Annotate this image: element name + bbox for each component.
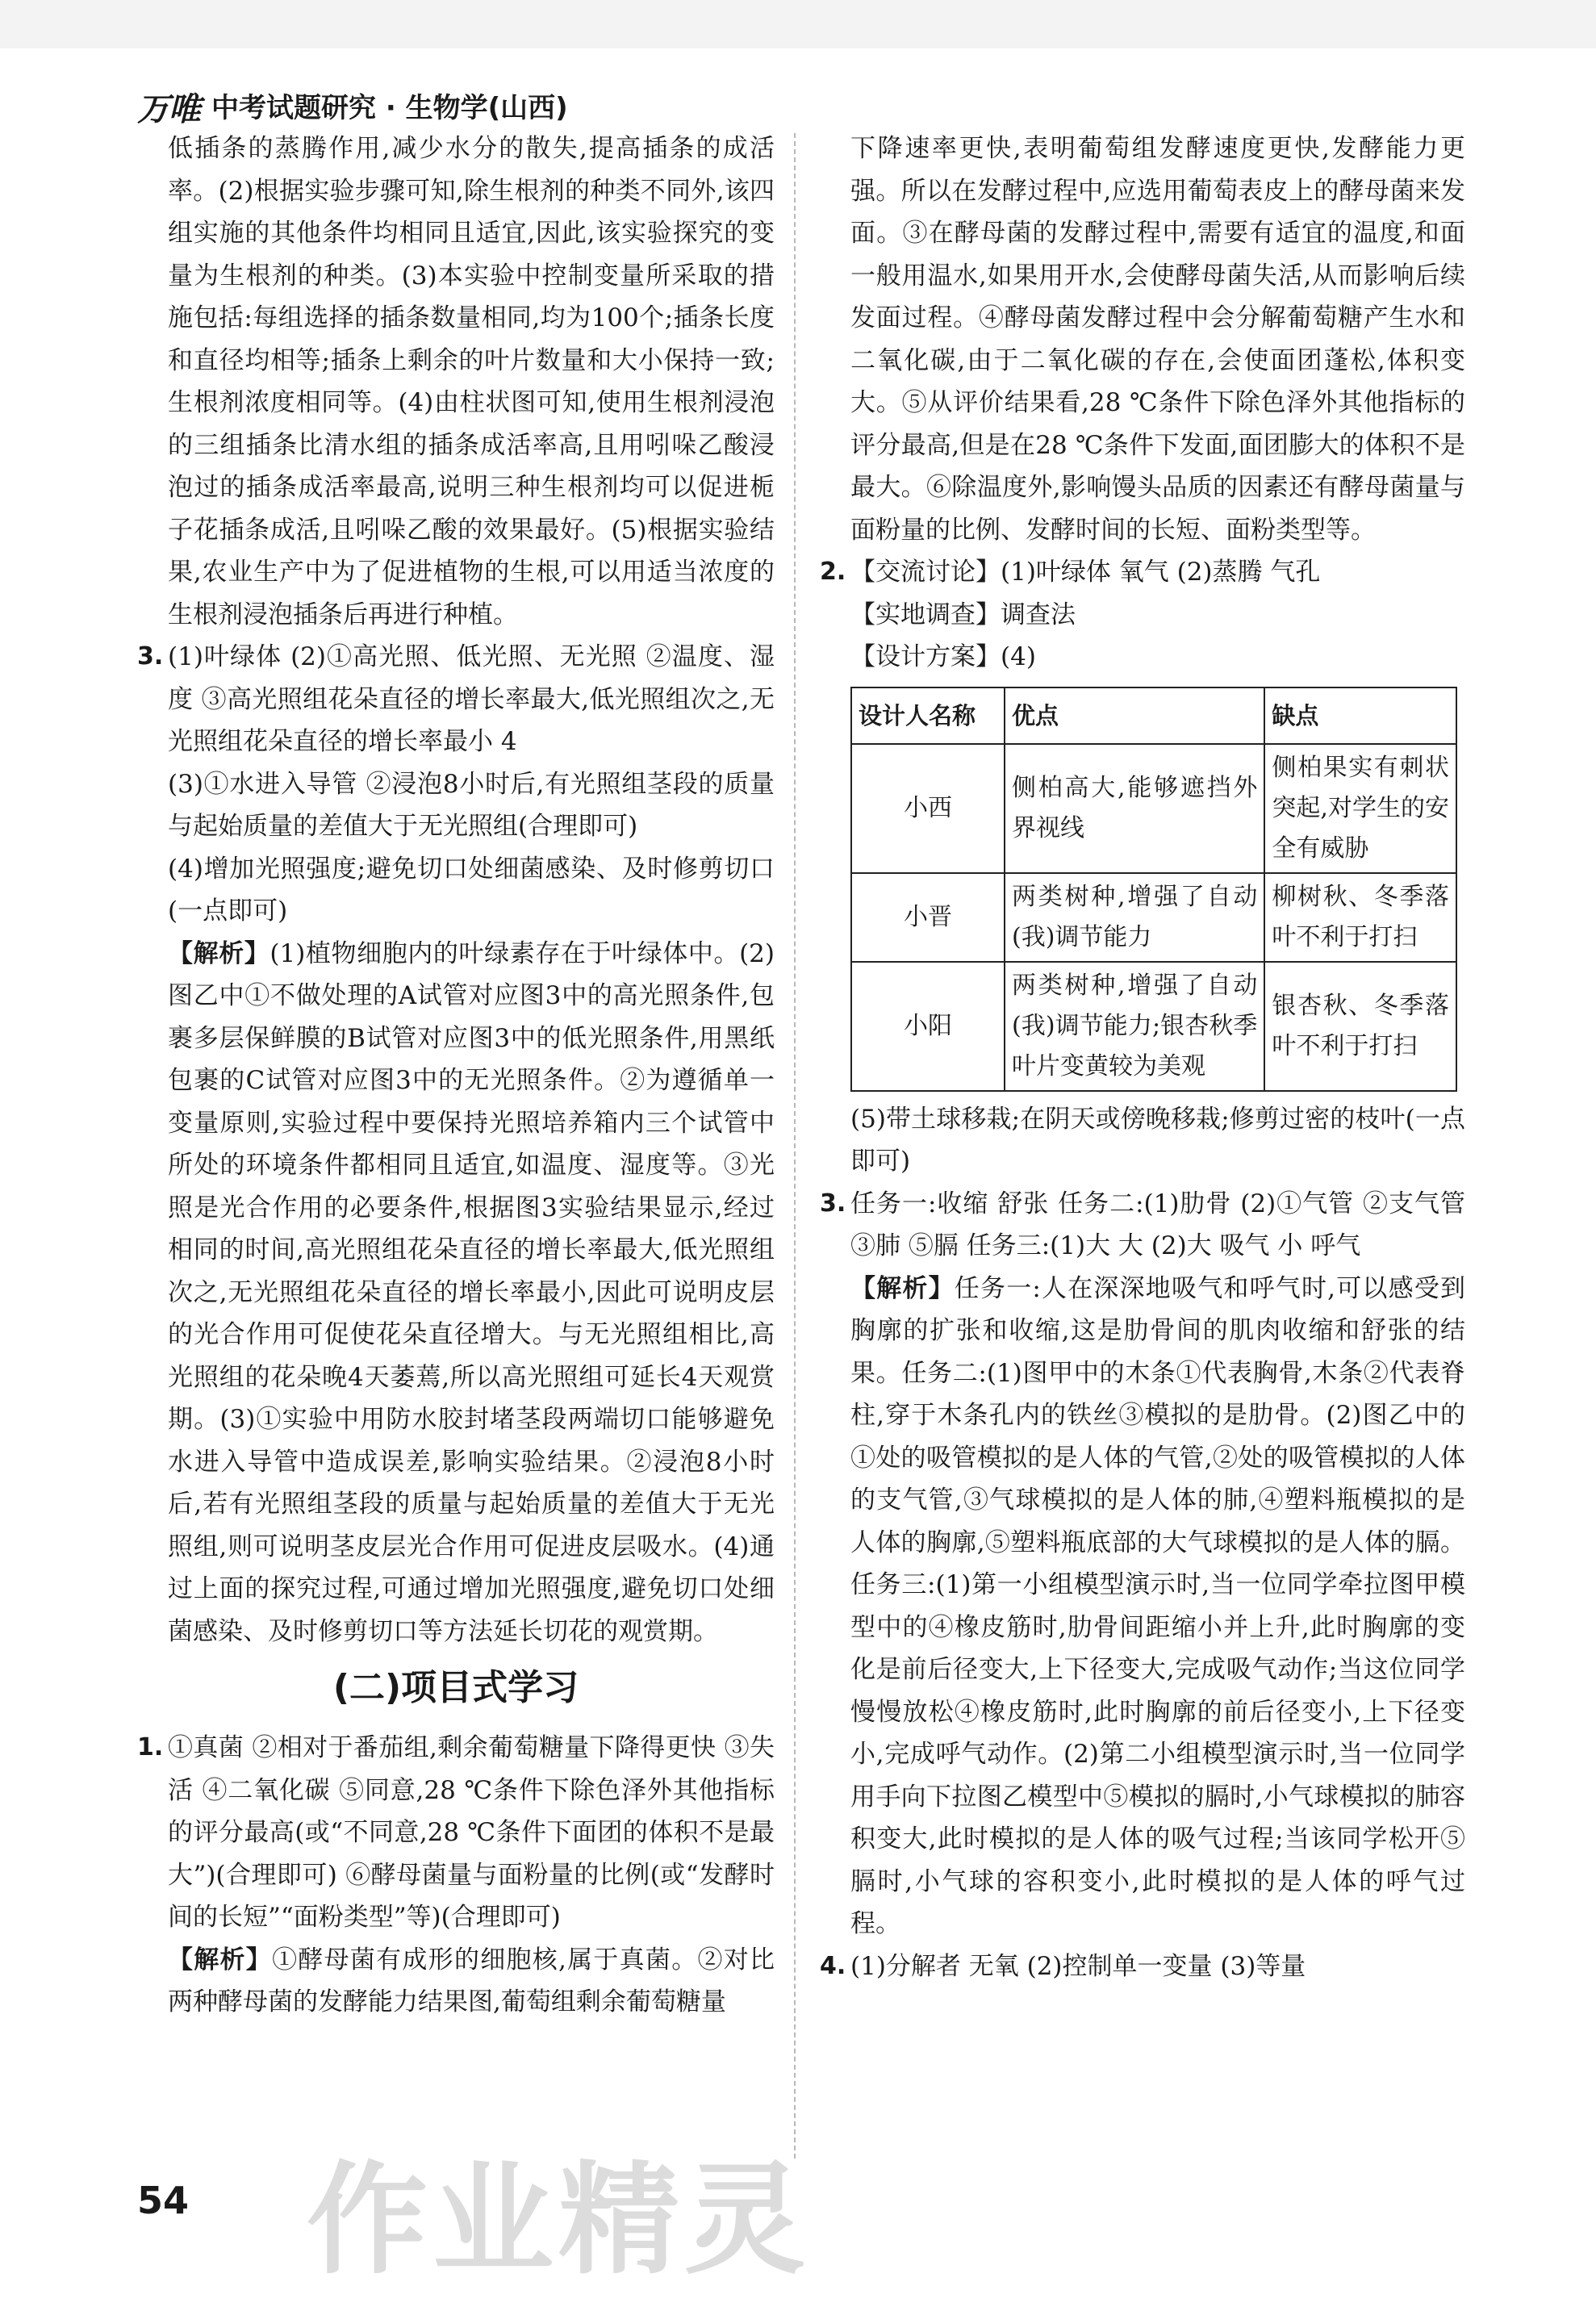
question-number: 3. — [137, 642, 164, 671]
watermark: 作业精灵 — [307, 2150, 811, 2291]
table-header-row — [851, 687, 1456, 744]
table-header: 优点 — [1005, 687, 1264, 744]
table-cell-pro: 两类树种,增强了自动(我)调节能力;银杏秋季叶片变黄较为美观 — [1005, 962, 1264, 1091]
answer-line: 【实地调查】调查法 — [850, 600, 1076, 629]
page-top-shade — [0, 0, 1596, 48]
table-cell-con: 柳树秋、冬季落叶不利于打扫 — [1264, 873, 1456, 962]
question-number: 1. — [137, 1733, 164, 1761]
page-number: 54 — [137, 2179, 190, 2222]
question-4 — [820, 1945, 1465, 1988]
table-cell-con: 侧柏果实有刺状突起,对学生的安全有威胁 — [1264, 744, 1456, 873]
analysis-text: 任务一:人在深深地吸气和呼气时,可以感受到胸廓的扩张和收缩,这是肋骨间的肌肉收缩和舒张的结果。任务二:(1)图甲中的木条①代表胸骨,木条②代表脊柱,穿于木条孔内的铁丝③模拟的是肋骨。(2)图乙中的①处的吸管模拟的是人体的气管,②处的吸管模拟的人体的支气管,③气球模拟的是人体的肺,④塑料瓶模拟的是人体的胸廓,⑤塑料瓶底部的大气球模拟的是人体的膈。任务三:(1)第一小组模型演示时,当一位同学牵拉图甲模型中的④橡皮筋时,肋骨间距缩小并上升,此时胸廓的变化是前后径变大,上下径变大,完成吸气动作;当这位同学慢慢放松④橡皮筋时,此时胸廓的前后径变小,上下径变小,完成呼气动作。(2)第二小组模型演示时,当一位同学用手向下拉图乙模型中⑤模拟的膈时,小气球模拟的肺容积变大,此时模拟的是人体的吸气过程;当该同学松开⑤膈时,小气球的容积变小,此时模拟的是人体的呼气过程。 — [850, 1273, 1466, 1938]
question-number: 2. — [820, 558, 846, 586]
table-row — [851, 962, 1456, 1091]
section-title: (二)项目式学习 — [332, 1667, 579, 1708]
table-cell-pro: 两类树种,增强了自动(我)调节能力 — [1005, 873, 1264, 962]
table-cell-con: 银杏秋、冬季落叶不利于打扫 — [1264, 962, 1456, 1091]
right-column — [820, 127, 1465, 1987]
brand-logo: 万唯 — [137, 91, 200, 128]
analysis-label: 【解析】 — [168, 938, 270, 968]
answer-line: (5)带土球移栽;在阴天或傍晚移栽;修剪过密的枝叶(一点即可) — [850, 1104, 1465, 1176]
header-title: 中考试题研究 · 生物学(山西) — [211, 92, 568, 124]
column-divider — [794, 133, 796, 2158]
table-row — [851, 744, 1456, 873]
page-header — [137, 77, 1509, 126]
analysis-paragraph — [168, 1939, 775, 2024]
question-number: 3. — [820, 1189, 846, 1218]
question-1 — [137, 1727, 775, 2024]
question-2 — [820, 551, 1465, 679]
table-cell-pro: 侧柏高大,能够遮挡外界视线 — [1005, 744, 1264, 873]
table-cell-name: 小晋 — [851, 873, 1005, 962]
answer-line: 【设计方案】(4) — [850, 642, 1036, 671]
left-continuation-paragraph: 低插条的蒸腾作用,减少水分的散失,提高插条的成活率。(2)根据实验步骤可知,除生根剂的种类不同外,该四组实施的其他条件均相同且适宜,因此,该实验探究的变量为生根剂的种类。(3)本实验中控制变量所采取的措施包括:每组选择的插条数量相同,均为100个;插条长度和直径均相等;插条上剩余的叶片数量和大小保持一致;生根剂浓度相同等。(4)由柱状图可知,使用生根剂浸泡的三组插条比清水组的插条成活率高,且用吲哚乙酸浸泡过的插条成活率最高,说明三种生根剂均可以促进栀子花插条成活,且吲哚乙酸的效果最好。(5)根据实验结果,农业生产中为了促进植物的生根,可以用适当浓度的生根剂浸泡插条后再进行种植。 — [168, 134, 775, 629]
answer-line: (1)分解者 无氧 (2)控制单一变量 (3)等量 — [850, 1951, 1306, 1981]
table-cell-name: 小阳 — [851, 962, 1005, 1091]
answer-line: ①真菌 ②相对于番茄组,剩余葡萄糖量下降得更快 ③失活 ④二氧化碳 ⑤同意,28 ℃条件下除色泽外其他指标的评分最高(或“不同意,28 ℃条件下面团的体积不是最大”)(合理即可) ⑥酵母菌量与面粉量的比例(或“发酵时间的长短”“面粉类型”等)(合理即可) — [168, 1733, 775, 1932]
table-header: 缺点 — [1264, 687, 1456, 744]
question-3-right — [820, 1183, 1465, 1945]
left-column — [137, 127, 775, 2024]
design-plan-table — [850, 687, 1457, 1092]
analysis-paragraph — [168, 933, 775, 1653]
analysis-text: ①酵母菌有成形的细胞核,属于真菌。②对比两种酵母菌的发酵能力结果图,葡萄组剩余葡萄糖量 — [168, 1945, 775, 2016]
answer-line: (1)叶绿体 (2)①高光照、低光照、无光照 ②温度、湿度 ③高光照组花朵直径的增长率最大,低光照组次之,无光照组花朵直径的增长率最小 4 — [168, 642, 775, 756]
table-header: 设计人名称 — [851, 687, 1005, 744]
answer-line: (4)增加光照强度;避免切口处细菌感染、及时修剪切口(一点即可) — [168, 854, 775, 926]
table-row — [851, 873, 1456, 962]
analysis-label: 【解析】 — [168, 1945, 273, 1975]
analysis-label: 【解析】 — [850, 1273, 955, 1303]
answer-line: 【交流讨论】(1)叶绿体 氧气 (2)蒸腾 气孔 — [850, 558, 1321, 587]
answer-line: (3)①水进入导管 ②浸泡8小时后,有光照组茎段的质量与起始质量的差值大于无光照组(合理即可) — [168, 769, 775, 841]
question-number: 4. — [820, 1951, 846, 1980]
answer-line: 任务一:收缩 舒张 任务二:(1)肋骨 (2)①气管 ②支气管 ③肺 ⑤膈 任务三:(1)大 大 (2)大 吸气 小 呼气 — [850, 1189, 1465, 1260]
question-3 — [137, 636, 775, 1653]
analysis-paragraph — [850, 1268, 1465, 1945]
analysis-text: (1)植物细胞内的叶绿素存在于叶绿体中。(2)图乙中①不做处理的A试管对应图3中的高光照条件,包裹多层保鲜膜的B试管对应图3中的低光照条件,用黑纸包裹的C试管对应图3中的无光照条件。②为遵循单一变量原则,实验过程中要保持光照培养箱内三个试管中所处的环境条件都相同且适宜,如温度、湿度等。③光照是光合作用的必要条件,根据图3实验结果显示,经过相同的时间,高光照组花朵直径的增长率最大,低光照组次之,无光照组花朵直径的增长率最小,因此可说明皮层的光合作用可促使花朵直径增大。与无光照组相比,高光照组的花朵晚4天萎蔫,所以高光照组可延长4天观赏期。(3)①实验中用防水胶封堵茎段两端切口能够避免水进入导管中造成误差,影响实验结果。②浸泡8小时后,若有光照组茎段的质量与起始质量的差值大于无光照组,则可说明茎皮层光合作用可促进皮层吸水。(4)通过上面的探究过程,可通过增加光照强度,避免切口处细菌感染、及时修剪切口等方法延长切花的观赏期。 — [168, 938, 775, 1646]
table-cell-name: 小西 — [851, 744, 1005, 873]
right-continuation-paragraph: 下降速率更快,表明葡萄组发酵速度更快,发酵能力更强。所以在发酵过程中,应选用葡萄表皮上的酵母菌来发面。③在酵母菌的发酵过程中,需要有适宜的温度,和面一般用温水,如果用开水,会使酵母菌失活,从而影响后续发面过程。④酵母菌发酵过程中会分解葡萄糖产生水和二氧化碳,由于二氧化碳的存在,会使面团蓬松,体积变大。⑤从评价结果看,28 ℃条件下除色泽外其他指标的评分最高,但是在28 ℃条件下发面,面团膨大的体积不是最大。⑥除温度外,影响馒头品质的因素还有酵母菌量与面粉量的比例、发酵时间的长短、面粉类型等。 — [850, 134, 1465, 545]
